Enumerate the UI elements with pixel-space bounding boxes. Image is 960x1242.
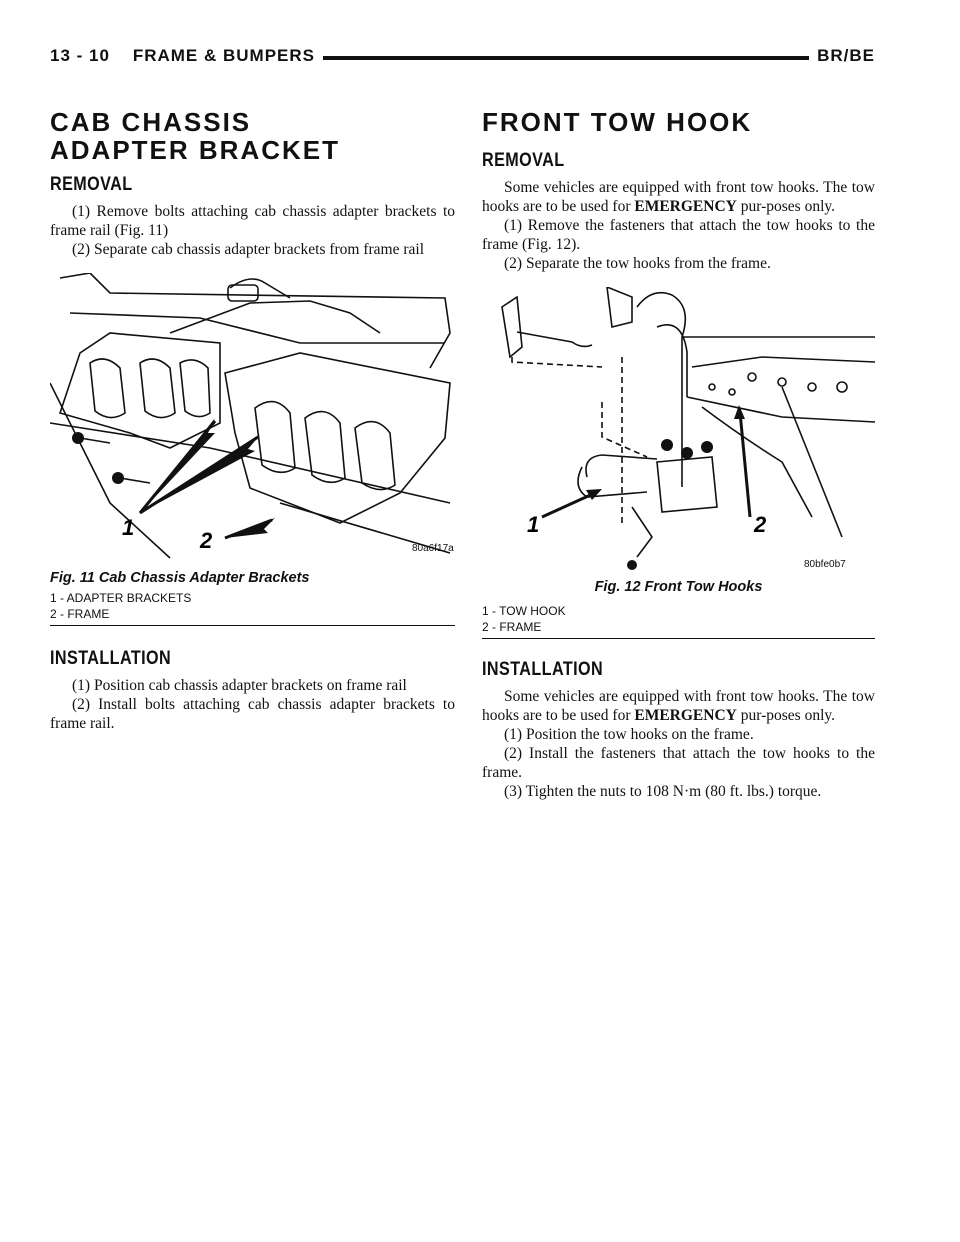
section-title-cab-chassis: CAB CHASSIS ADAPTER BRACKET — [50, 107, 340, 165]
legend-item: 2 - FRAME — [50, 607, 110, 621]
callout-1: 1 — [527, 512, 540, 537]
installation-step: (1) Position cab chassis adapter brackets on frame rail — [72, 677, 407, 694]
section-title-tow-hook: FRONT TOW HOOK — [482, 107, 753, 137]
removal-intro: Some vehicles are equipped with front tow hooks. The tow hooks are to be used for EMERGENCY pur-poses only. — [482, 179, 875, 215]
removal-heading: REMOVAL — [482, 150, 565, 171]
removal-step: (2) Separate cab chassis adapter brackets from frame rail — [72, 241, 425, 258]
figure-tow-hooks — [482, 287, 875, 639]
header-model-code: BR/BE — [809, 46, 875, 66]
callout-1: 1 — [122, 515, 135, 540]
removal-step: (1) Remove bolts attaching cab chassis adapter brackets to frame rail (Fig. 11) — [50, 203, 455, 239]
figure-code: 80bfe0b7 — [804, 559, 846, 570]
figure-legend — [482, 603, 875, 639]
figure-adapter-brackets — [50, 273, 455, 626]
installation-step: (1) Position the tow hooks on the frame. — [504, 726, 754, 743]
legend-item: 1 - TOW HOOK — [482, 604, 566, 618]
callout-2: 2 — [754, 512, 767, 537]
installation-heading: INSTALLATION — [50, 648, 172, 669]
figure-caption: Fig. 11 Cab Chassis Adapter Brackets — [50, 570, 310, 586]
adapter-bracket-illustration — [50, 273, 455, 563]
figure-code: 80a6f17a — [412, 543, 454, 554]
tow-hook-illustration — [482, 287, 875, 572]
removal-step: (2) Separate the tow hooks from the frame. — [504, 255, 771, 272]
installation-step: (3) Tighten the nuts to 108 N·m (80 ft. lbs.) torque. — [504, 783, 822, 800]
callout-2: 2 — [200, 528, 213, 553]
right-column — [482, 108, 875, 801]
installation-step: (2) Install the fasteners that attach the tow hooks to the frame. — [482, 745, 875, 781]
removal-heading: REMOVAL — [50, 174, 133, 195]
figure-legend — [50, 590, 455, 626]
installation-step: (2) Install bolts attaching cab chassis adapter brackets to frame rail. — [50, 696, 455, 732]
installation-heading: INSTALLATION — [482, 659, 604, 680]
legend-item: 2 - FRAME — [482, 620, 542, 634]
left-column — [50, 108, 455, 733]
installation-intro: Some vehicles are equipped with front tow hooks. The tow hooks are to be used for EMERGENCY pur-poses only. — [482, 688, 875, 724]
legend-item: 1 - ADAPTER BRACKETS — [50, 591, 192, 605]
removal-step: (1) Remove the fasteners that attach the tow hooks to the frame (Fig. 12). — [482, 217, 875, 253]
figure-caption: Fig. 12 Front Tow Hooks — [594, 579, 763, 595]
header-section-title: 13 - 10 FRAME & BUMPERS — [50, 46, 323, 66]
page-header — [50, 46, 875, 72]
